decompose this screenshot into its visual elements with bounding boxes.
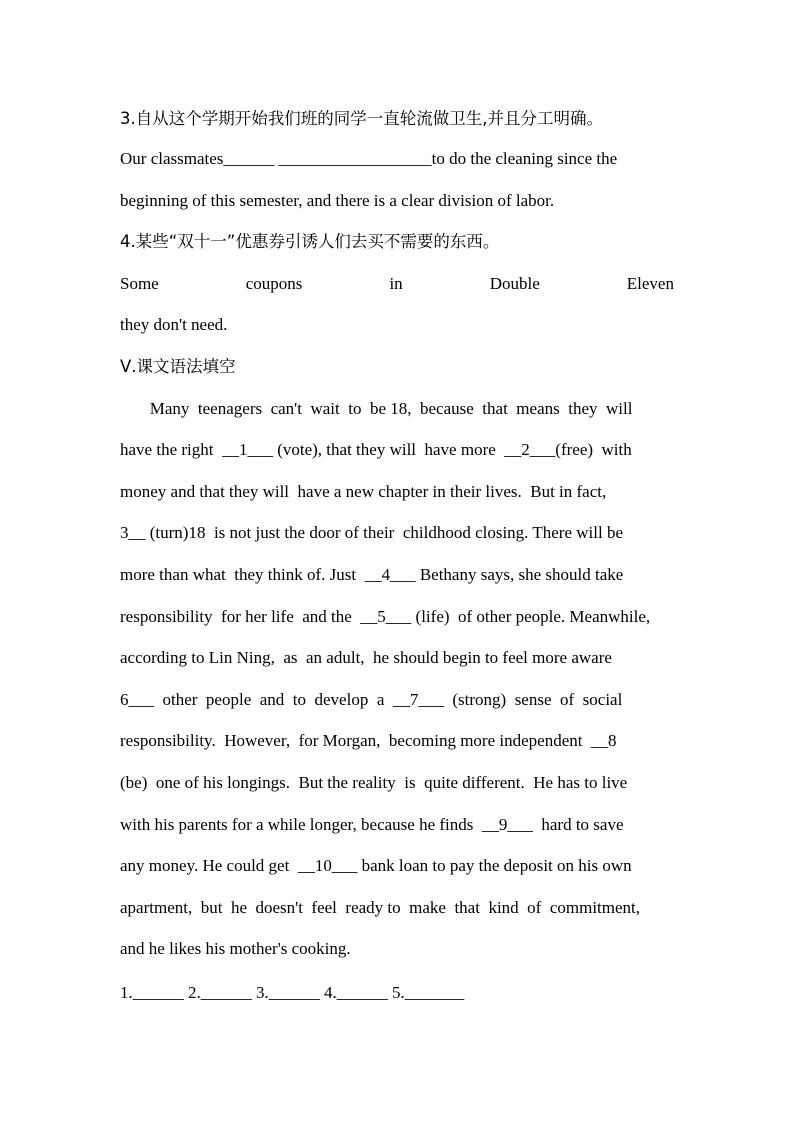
passage-line: responsibility. However, for Morgan, becoming more independent __8 xyxy=(120,731,617,750)
q4-word: Double xyxy=(489,274,540,293)
passage-line: responsibility for her life and the __5___ (life) of other people. Meanwhile, xyxy=(120,607,651,626)
passage-line: apartment, but he doesn't feel ready to make that kind of commitment, xyxy=(120,898,641,917)
q4-chinese-prompt: 4.某些“双十一”优惠券引诱人们去买不需要的东西。 xyxy=(120,232,500,251)
section-heading: Ⅴ.课文语法填空 xyxy=(120,357,236,376)
q3-chinese-prompt: 3.自从这个学期开始我们班的同学一直轮流做卫生,并且分工明确。 xyxy=(120,109,603,128)
passage-line: according to Lin Ning, as an adult, he should begin to feel more aware xyxy=(120,648,612,667)
q4-word: in xyxy=(389,274,403,293)
answer-blanks-line[interactable]: 1.______ 2.______ 3.______ 4.______ 5._______ xyxy=(120,983,465,1002)
passage-line: 6___ other people and to develop a __7___ (strong) sense of social xyxy=(120,690,623,709)
passage-line: and he likes his mother's cooking. xyxy=(120,939,351,958)
passage-line: (be) one of his longings. But the reality is quite different. He has to live xyxy=(120,773,628,792)
passage-line: 3__ (turn)18 is not just the door of their childhood closing. There will be xyxy=(120,523,623,542)
passage-line: any money. He could get __10___ bank loan to pay the deposit on his own xyxy=(120,856,632,875)
passage-line: with his parents for a while longer, because he finds __9___ hard to save xyxy=(120,815,624,834)
q4-word: Some xyxy=(120,274,159,293)
q4-word: coupons xyxy=(245,274,303,293)
q4-word: Eleven xyxy=(626,274,674,293)
q4-english-line-2: they don't need. xyxy=(120,315,228,334)
q3-english-line-2: beginning of this semester, and there is a clear division of labor. xyxy=(120,191,555,210)
passage-line: more than what they think of. Just __4___ Bethany says, she should take xyxy=(120,565,624,584)
q3-english-line-1: Our classmates______ __________________to do the cleaning since the xyxy=(120,149,618,168)
passage-line: have the right __1___ (vote), that they will have more __2___(free) with xyxy=(120,440,632,459)
passage-line: Many teenagers can't wait to be 18, because that means they will xyxy=(120,399,633,418)
passage-line: money and that they will have a new chapter in their lives. But in fact, xyxy=(120,482,607,501)
q4-english-line-1 xyxy=(120,273,674,295)
